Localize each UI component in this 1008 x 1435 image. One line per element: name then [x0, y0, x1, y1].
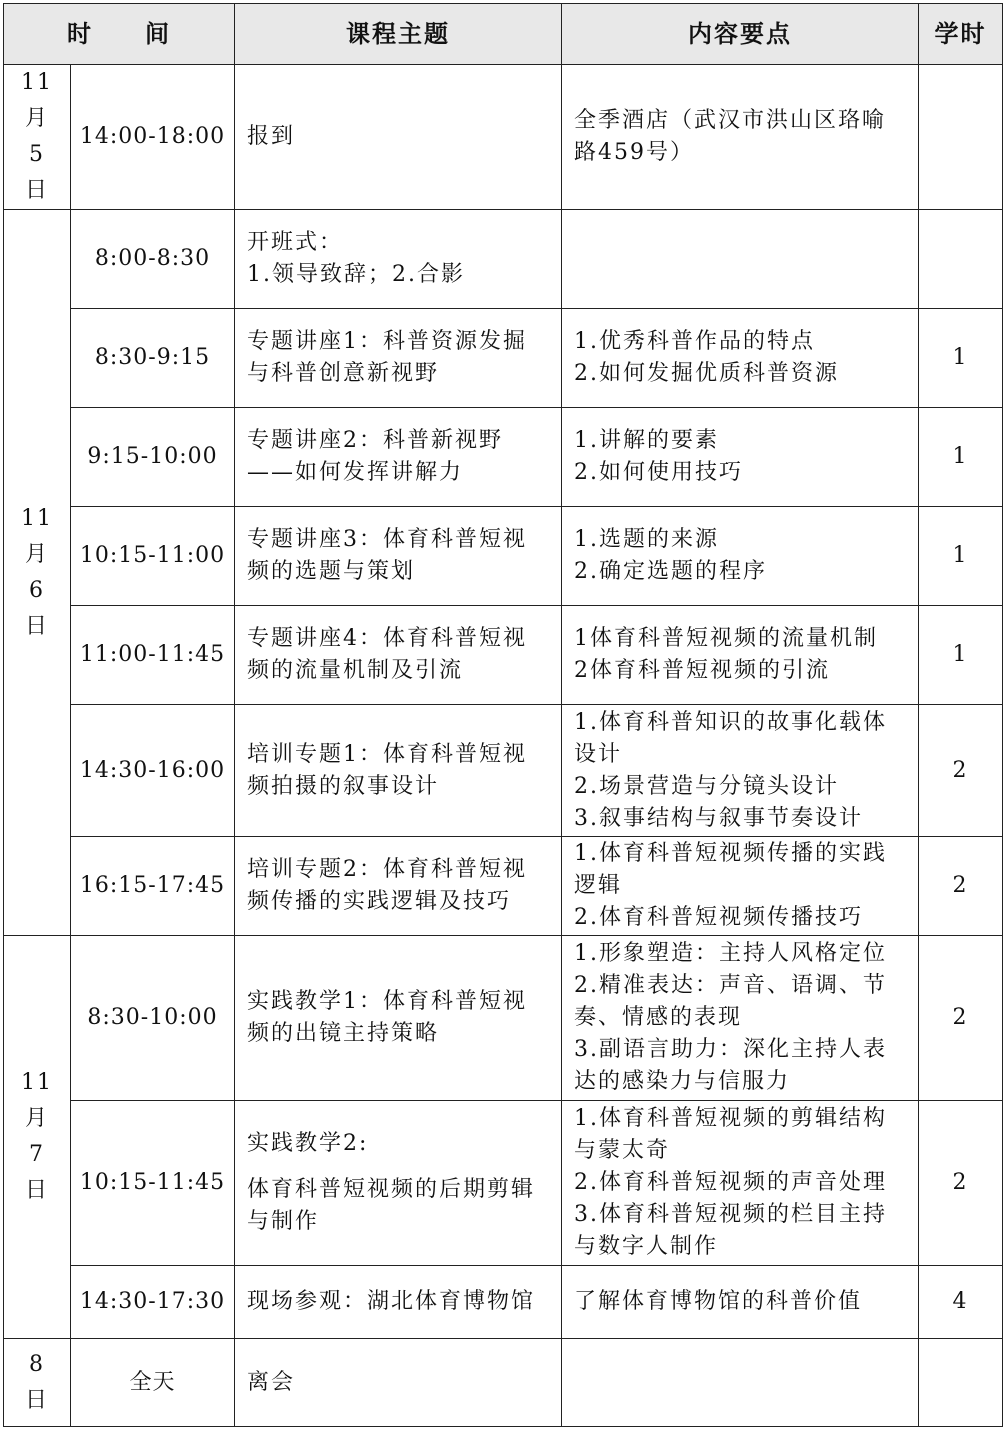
topic-line: 现场参观：湖北体育博物馆	[247, 1289, 536, 1314]
content-line: 1.讲解的要素	[574, 428, 719, 453]
content-cell	[562, 936, 919, 1101]
content-cell	[562, 837, 919, 936]
topic-line: 专题讲座2：科普新视野——如何发挥讲解力	[247, 428, 503, 485]
topic-cell	[235, 408, 562, 507]
content-line: 全季酒店（武汉市洪山区珞喻路459号）	[574, 108, 887, 165]
topic-cell	[235, 309, 562, 408]
content-line: 2.如何发掘优质科普资源	[574, 361, 839, 386]
content-cell	[562, 606, 919, 705]
schedule-table	[3, 3, 1003, 1427]
content-line: 2.确定选题的程序	[574, 559, 767, 584]
header-topic: 课程主题	[235, 4, 562, 65]
table-row	[4, 65, 1003, 210]
topic-cell	[235, 210, 562, 309]
hours-cell: 2	[919, 1101, 1003, 1266]
topic-line: 报到	[247, 124, 296, 149]
content-line: 2.体育科普短视频传播技巧	[574, 905, 863, 930]
hours-cell: 2	[919, 705, 1003, 837]
hours-cell	[919, 65, 1003, 210]
content-line: 3.副语言助力：深化主持人表达的感染力与信服力	[574, 1037, 887, 1094]
date-cell-nov6	[4, 210, 71, 936]
date-char: 11	[21, 1070, 53, 1095]
content-line: 1体育科普短视频的流量机制	[574, 626, 878, 651]
time-cell: 8:00-8:30	[71, 210, 235, 309]
time-cell: 9:15-10:00	[71, 408, 235, 507]
time-cell: 11:00-11:45	[71, 606, 235, 705]
time-cell: 全天	[71, 1339, 235, 1427]
content-cell	[562, 1266, 919, 1339]
table-row	[4, 936, 1003, 1101]
topic-line: 1.领导致辞；2.合影	[247, 262, 465, 287]
date-char: 6	[29, 577, 45, 603]
content-cell	[562, 1101, 919, 1266]
time-cell: 8:30-10:00	[71, 936, 235, 1101]
date-char: 日	[24, 613, 49, 639]
topic-cell	[235, 837, 562, 936]
hours-cell: 1	[919, 309, 1003, 408]
header-content: 内容要点	[562, 4, 919, 65]
content-line: 1.选题的来源	[574, 527, 719, 552]
time-cell: 14:00-18:00	[71, 65, 235, 210]
time-cell: 10:15-11:00	[71, 507, 235, 606]
table-row	[4, 1339, 1003, 1427]
content-line: 2.场景营造与分镜头设计	[574, 773, 839, 799]
date-char: 8	[29, 1351, 45, 1377]
topic-line: 专题讲座3：体育科普短视频的选题与策划	[247, 527, 527, 584]
date-char: 11	[21, 70, 53, 95]
content-cell	[562, 1339, 919, 1427]
date-char: 11	[21, 505, 53, 531]
content-line: 2.体育科普短视频的声音处理	[574, 1170, 887, 1195]
topic-gap	[247, 1160, 549, 1174]
topic-cell	[235, 705, 562, 837]
date-char: 日	[24, 1387, 49, 1413]
hours-cell: 1	[919, 606, 1003, 705]
date-cell-nov5	[4, 65, 71, 210]
topic-line: 实践教学1：体育科普短视频的出镜主持策略	[247, 989, 527, 1046]
date-char: 5	[29, 142, 45, 167]
content-line: 1.体育科普知识的故事化载体设计	[574, 709, 887, 767]
time-cell: 14:30-17:30	[71, 1266, 235, 1339]
table-row	[4, 408, 1003, 507]
content-line: 1.形象塑造：主持人风格定位	[574, 941, 887, 966]
time-cell: 14:30-16:00	[71, 705, 235, 837]
table-row	[4, 837, 1003, 936]
topic-cell	[235, 1101, 562, 1266]
topic-line: 开班式：	[247, 230, 344, 255]
date-char: 7	[29, 1142, 45, 1167]
header-hours: 学时	[919, 4, 1003, 65]
date-char: 日	[24, 178, 49, 203]
content-line: 3.叙事结构与叙事节奏设计	[574, 805, 863, 831]
topic-line: 培训专题1：体育科普短视频拍摄的叙事设计	[247, 741, 527, 799]
date-char: 日	[24, 1178, 49, 1203]
hours-cell: 2	[919, 936, 1003, 1101]
table-row	[4, 210, 1003, 309]
table-row	[4, 309, 1003, 408]
topic-line: 专题讲座1：科普资源发掘与科普创意新视野	[247, 329, 527, 386]
date-cell-nov7	[4, 936, 71, 1339]
date-char: 月	[24, 1106, 49, 1131]
hours-cell: 4	[919, 1266, 1003, 1339]
topic-cell	[235, 507, 562, 606]
hours-cell: 1	[919, 408, 1003, 507]
topic-cell	[235, 1339, 562, 1427]
date-cell-day8	[4, 1339, 71, 1427]
topic-cell	[235, 1266, 562, 1339]
time-cell: 10:15-11:45	[71, 1101, 235, 1266]
hours-cell	[919, 1339, 1003, 1427]
time-cell: 8:30-9:15	[71, 309, 235, 408]
topic-line: 离会	[247, 1369, 296, 1395]
topic-line: 体育科普短视频的后期剪辑与制作	[247, 1177, 536, 1234]
table-row	[4, 705, 1003, 837]
content-cell	[562, 309, 919, 408]
content-cell	[562, 65, 919, 210]
content-line: 了解体育博物馆的科普价值	[574, 1289, 863, 1314]
table-row	[4, 507, 1003, 606]
date-char: 月	[24, 106, 49, 131]
hours-cell: 2	[919, 837, 1003, 936]
topic-line: 培训专题2：体育科普短视频传播的实践逻辑及技巧	[247, 857, 527, 914]
topic-cell	[235, 936, 562, 1101]
content-cell	[562, 705, 919, 837]
content-line: 1.体育科普短视频传播的实践逻辑	[574, 841, 887, 898]
topic-line: 实践教学2:	[247, 1131, 369, 1156]
content-line: 2.精准表达：声音、语调、节奏、情感的表现	[574, 973, 887, 1030]
hours-cell: 1	[919, 507, 1003, 606]
content-line: 2.如何使用技巧	[574, 460, 743, 485]
header-time: 时 间	[4, 4, 235, 65]
date-char: 月	[24, 541, 49, 567]
table-row	[4, 606, 1003, 705]
topic-cell	[235, 606, 562, 705]
content-line: 2体育科普短视频的引流	[574, 658, 830, 683]
topic-line: 专题讲座4：体育科普短视频的流量机制及引流	[247, 626, 527, 683]
content-cell	[562, 210, 919, 309]
hours-cell	[919, 210, 1003, 309]
time-cell: 16:15-17:45	[71, 837, 235, 936]
content-line: 1.体育科普短视频的剪辑结构与蒙太奇	[574, 1106, 887, 1163]
content-cell	[562, 408, 919, 507]
header-row	[4, 4, 1003, 65]
content-line: 3.体育科普短视频的栏目主持与数字人制作	[574, 1202, 887, 1259]
topic-cell	[235, 65, 562, 210]
content-cell	[562, 507, 919, 606]
content-line: 1.优秀科普作品的特点	[574, 329, 815, 354]
table-row	[4, 1266, 1003, 1339]
table-row	[4, 1101, 1003, 1266]
